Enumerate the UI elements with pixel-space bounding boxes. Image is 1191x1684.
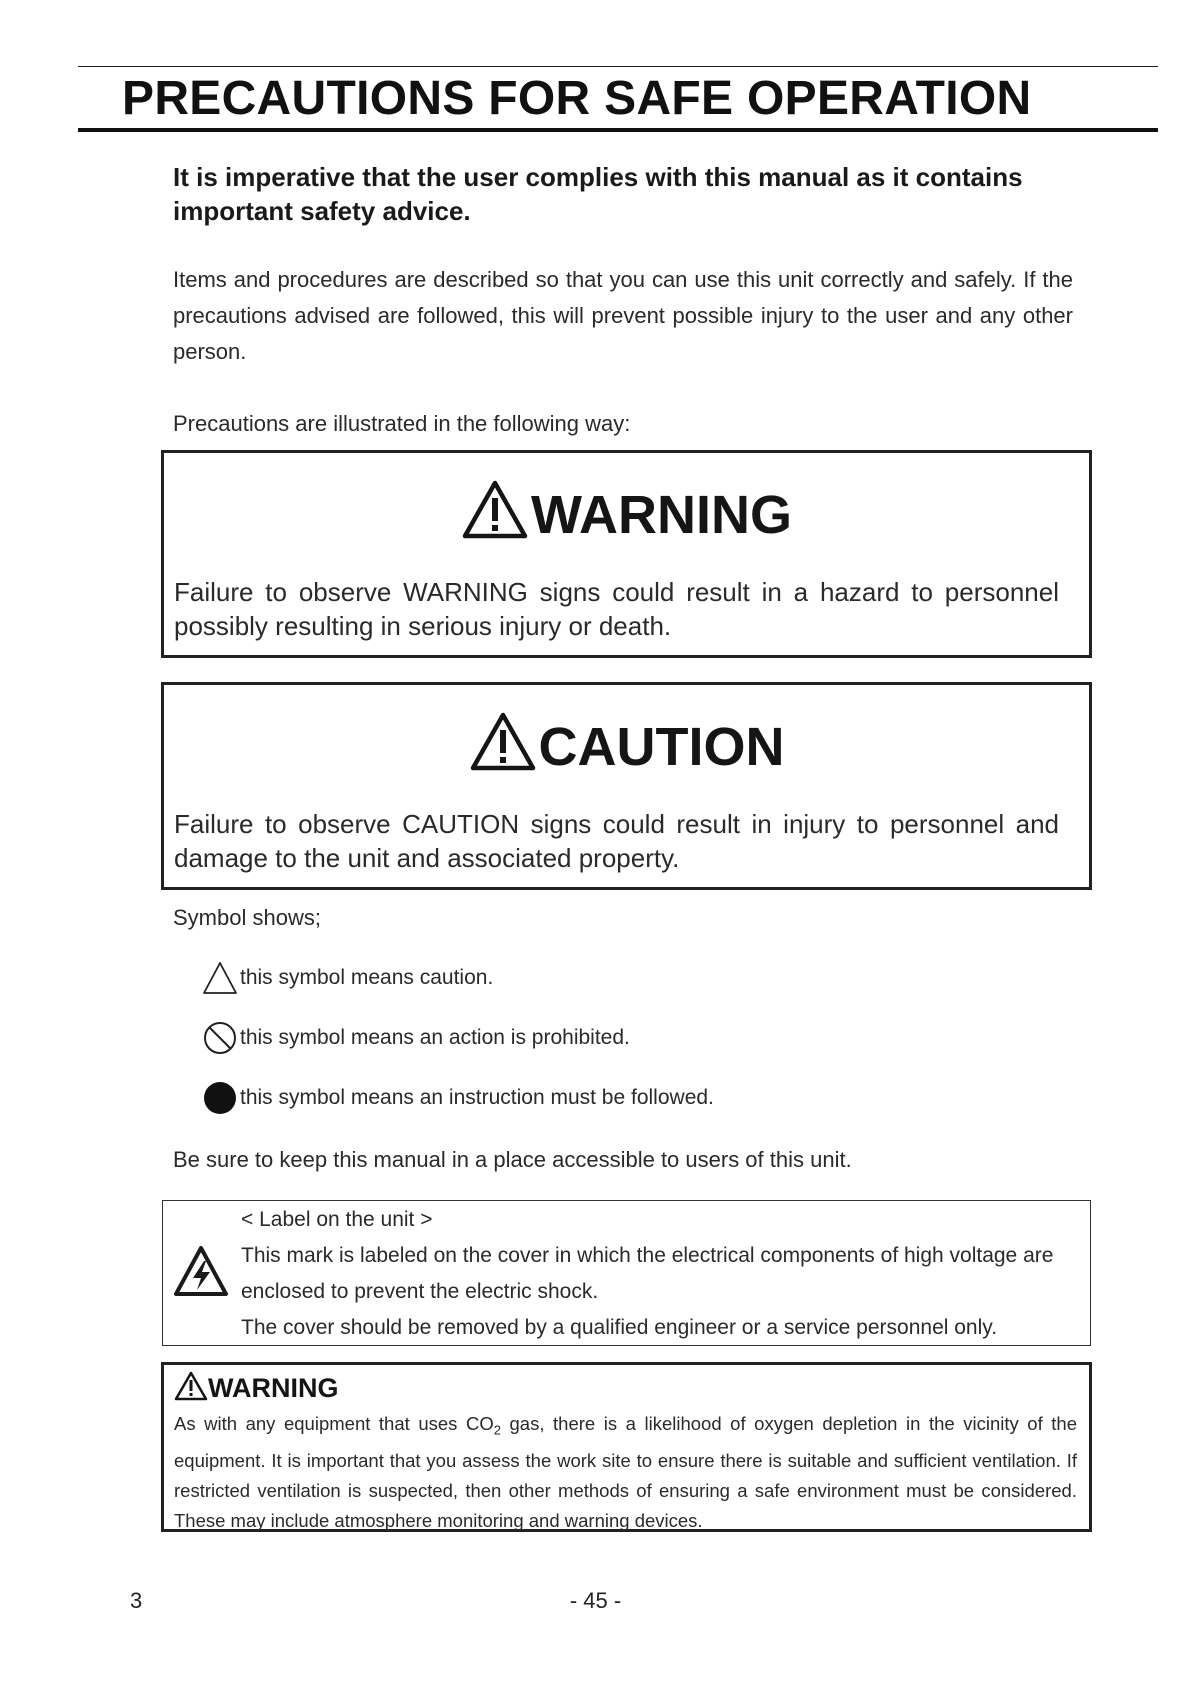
warning-triangle-icon bbox=[469, 711, 537, 771]
caution-heading bbox=[164, 711, 1089, 777]
warning-heading-text: WARNING bbox=[531, 485, 792, 545]
warning-heading bbox=[164, 479, 1089, 545]
unit-label-line-2: enclosed to prevent the electric shock. bbox=[241, 1280, 599, 1303]
instruction-dot-icon bbox=[202, 1080, 238, 1116]
unit-label-line-1: This mark is labeled on the cover in which the electrical components of high voltage are bbox=[241, 1244, 1054, 1267]
illustration-intro: Precautions are illustrated in the following way: bbox=[173, 411, 631, 436]
symbol-prohibited-text: this symbol means an action is prohibited. bbox=[240, 1026, 630, 1049]
caution-triangle-icon bbox=[202, 961, 238, 995]
symbol-instruction-row bbox=[202, 1080, 714, 1116]
symbol-instruction-text: this symbol means an instruction must be followed. bbox=[240, 1086, 714, 1109]
caution-box bbox=[161, 682, 1092, 890]
co2-text-part-1: As with any equipment that uses CO bbox=[174, 1413, 494, 1434]
keep-manual-note: Be sure to keep this manual in a place accessible to users of this unit. bbox=[173, 1147, 852, 1172]
title-underline bbox=[78, 128, 1158, 132]
high-voltage-icon bbox=[173, 1245, 229, 1297]
symbol-caution-text: this symbol means caution. bbox=[240, 966, 494, 989]
symbol-caution-row bbox=[202, 960, 493, 996]
symbols-intro: Symbol shows; bbox=[173, 905, 321, 930]
co2-warning-heading-text: WARNING bbox=[208, 1373, 339, 1403]
unit-label-title: < Label on the unit > bbox=[241, 1208, 433, 1231]
section-number: 3 bbox=[130, 1588, 143, 1613]
warning-triangle-icon bbox=[461, 479, 529, 539]
symbol-prohibited-row bbox=[202, 1020, 630, 1056]
page-title: PRECAUTIONS FOR SAFE OPERATION bbox=[122, 72, 1032, 125]
unit-label-box bbox=[162, 1200, 1091, 1346]
prohibited-icon bbox=[202, 1020, 238, 1056]
co2-warning-heading bbox=[174, 1371, 339, 1405]
unit-label-line-3: The cover should be removed by a qualified engineer or a service personnel only. bbox=[241, 1316, 998, 1339]
co2-warning-box bbox=[161, 1362, 1092, 1532]
caution-heading-text: CAUTION bbox=[538, 717, 785, 777]
top-rule bbox=[78, 66, 1158, 67]
warning-text: Failure to observe WARNING signs could result in a hazard to personnel possibly resulting in serious injury or death. bbox=[174, 577, 1059, 641]
co2-warning-text bbox=[174, 1409, 1077, 1536]
warning-box bbox=[161, 450, 1092, 658]
intro-statement: It is imperative that the user complies with this manual as it contains important safety advice. bbox=[173, 162, 1023, 226]
co2-text-part-2: gas, there is a likelihood of oxygen depletion in the vicinity of the equipment. It is important that you assess the work site to ensure there is suitable and sufficient ventilation. If restricted ventilation is suspected, then other methods of ensuring a safe environment must be considered. These may include atmosphere monitoring and warning devices. bbox=[174, 1413, 1078, 1531]
intro-paragraph: Items and procedures are described so that you can use this unit correctly and safely. If the precautions advised are followed, this will prevent possible injury to the user and any other person. bbox=[173, 267, 1073, 364]
warning-triangle-icon bbox=[174, 1371, 208, 1401]
co2-subscript: 2 bbox=[493, 1422, 501, 1438]
caution-text: Failure to observe CAUTION signs could result in injury to personnel and damage to the unit and associated property. bbox=[174, 809, 1059, 873]
page-number: - 45 - bbox=[569, 1588, 622, 1613]
